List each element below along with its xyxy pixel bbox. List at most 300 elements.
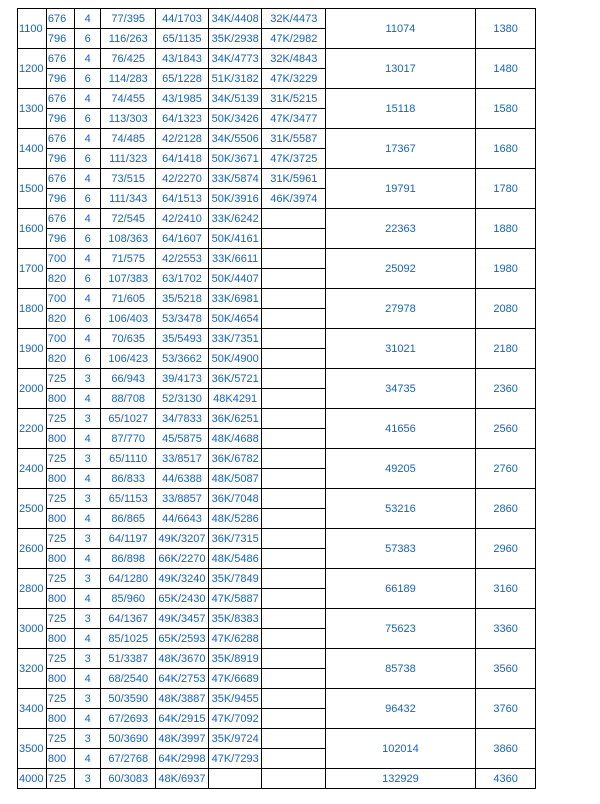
spec-a-cell: 65/1153	[101, 489, 156, 509]
spec-d-cell: 31K/5587	[262, 129, 326, 149]
spec-b-cell: 42/2270	[156, 169, 209, 189]
power-cell: 2860	[475, 489, 536, 529]
pole-count-cell: 3	[75, 569, 101, 589]
spec-b-cell: 48K/3997	[156, 729, 209, 749]
size-cell: 2500	[18, 489, 47, 529]
spec-b-cell: 44/6643	[156, 509, 209, 529]
spec-a-cell: 74/485	[101, 129, 156, 149]
motor-poles-cell: 676	[46, 129, 74, 149]
spec-b-cell: 64/1513	[156, 189, 209, 209]
spec-c-cell: 34K/4408	[208, 9, 262, 29]
spec-a-cell: 64/1280	[101, 569, 156, 589]
spec-a-cell: 60/3083	[101, 769, 156, 789]
spec-a-cell: 116/263	[101, 29, 156, 49]
table-row	[18, 769, 600, 789]
spec-b-cell: 64/1607	[156, 229, 209, 249]
spec-c-cell: 47K/7293	[208, 749, 262, 769]
table-row	[18, 729, 600, 749]
spec-c-cell: 35K/9455	[208, 689, 262, 709]
spec-b-cell: 33/8517	[156, 449, 209, 469]
power-cell: 1880	[475, 209, 536, 249]
spec-d-cell	[262, 669, 326, 689]
spec-d-cell: 47K/2982	[262, 29, 326, 49]
spec-b-cell: 65/1135	[156, 29, 209, 49]
motor-poles-cell: 725	[46, 369, 74, 389]
size-cell: 3500	[18, 729, 47, 769]
table-row	[18, 689, 600, 709]
power-cell: 1580	[475, 89, 536, 129]
spec-b-cell: 66K/2270	[156, 549, 209, 569]
motor-poles-cell: 676	[46, 9, 74, 29]
size-cell: 3000	[18, 609, 47, 649]
spec-c-cell: 35K/8919	[208, 649, 262, 669]
spec-d-cell	[262, 489, 326, 509]
spec-d-cell	[262, 349, 326, 369]
spec-c-cell: 48K/4688	[208, 429, 262, 449]
spec-d-cell: 32K/4473	[262, 9, 326, 29]
size-cell: 2000	[18, 369, 47, 409]
spec-d-cell	[262, 369, 326, 389]
spec-d-cell	[262, 449, 326, 469]
power-cell: 3860	[475, 729, 536, 769]
motor-poles-cell: 800	[46, 749, 74, 769]
pole-count-cell: 3	[75, 489, 101, 509]
table-row	[18, 609, 600, 629]
spec-d-cell	[262, 749, 326, 769]
weight-cell: 75623	[326, 609, 476, 649]
spec-a-cell: 50/3690	[101, 729, 156, 749]
motor-poles-cell: 725	[46, 409, 74, 429]
spec-c-cell: 36K/6251	[208, 409, 262, 429]
spec-d-cell	[262, 529, 326, 549]
motor-poles-cell: 725	[46, 569, 74, 589]
spec-a-cell: 70/635	[101, 329, 156, 349]
spec-a-cell: 86/833	[101, 469, 156, 489]
power-cell: 1980	[475, 249, 536, 289]
spec-d-cell	[262, 469, 326, 489]
spec-a-cell: 67/2768	[101, 749, 156, 769]
spec-a-cell: 64/1367	[101, 609, 156, 629]
motor-poles-cell: 800	[46, 429, 74, 449]
size-cell: 1100	[18, 9, 47, 49]
spec-b-cell: 49K/3457	[156, 609, 209, 629]
spec-d-cell	[262, 629, 326, 649]
spec-c-cell: 35K/2938	[208, 29, 262, 49]
motor-poles-cell: 676	[46, 209, 74, 229]
spec-a-cell: 111/343	[101, 189, 156, 209]
power-cell: 1480	[475, 49, 536, 89]
spec-b-cell: 35/5218	[156, 289, 209, 309]
spec-c-cell: 47K/6288	[208, 629, 262, 649]
spec-c-cell: 50K/3671	[208, 149, 262, 169]
motor-poles-cell: 820	[46, 269, 74, 289]
table-row	[18, 569, 600, 589]
spec-c-cell: 36K/5721	[208, 369, 262, 389]
spec-a-cell: 67/2693	[101, 709, 156, 729]
spec-d-cell	[262, 709, 326, 729]
motor-poles-cell: 725	[46, 729, 74, 749]
table-row	[18, 209, 600, 229]
spec-c-cell: 48K4291	[208, 389, 262, 409]
spec-d-cell	[262, 409, 326, 429]
spec-b-cell: 48K/3887	[156, 689, 209, 709]
motor-poles-cell: 700	[46, 329, 74, 349]
motor-poles-cell: 800	[46, 629, 74, 649]
motor-poles-cell: 800	[46, 509, 74, 529]
spec-a-cell: 111/323	[101, 149, 156, 169]
size-cell: 1500	[18, 169, 47, 209]
spec-c-cell	[208, 769, 262, 789]
spec-d-cell	[262, 289, 326, 309]
pole-count-cell: 4	[75, 329, 101, 349]
spec-b-cell: 43/1985	[156, 89, 209, 109]
motor-poles-cell: 725	[46, 609, 74, 629]
spec-a-cell: 71/605	[101, 289, 156, 309]
spec-a-cell: 108/363	[101, 229, 156, 249]
table-row	[18, 369, 600, 389]
spec-b-cell: 64/1323	[156, 109, 209, 129]
table-row	[18, 249, 600, 269]
spec-c-cell: 50K/3916	[208, 189, 262, 209]
pole-count-cell: 3	[75, 609, 101, 629]
spec-d-cell	[262, 549, 326, 569]
spec-b-cell: 64K/2753	[156, 669, 209, 689]
spec-c-cell: 33K/6981	[208, 289, 262, 309]
table-row	[18, 9, 600, 29]
pole-count-cell: 4	[75, 49, 101, 69]
spec-table	[17, 8, 600, 789]
spec-c-cell: 50K/4161	[208, 229, 262, 249]
spec-d-cell	[262, 209, 326, 229]
spec-c-cell: 48K/5286	[208, 509, 262, 529]
power-cell: 3760	[475, 689, 536, 729]
pole-count-cell: 4	[75, 389, 101, 409]
spec-a-cell: 68/2540	[101, 669, 156, 689]
pole-count-cell: 3	[75, 529, 101, 549]
weight-cell: 41656	[326, 409, 476, 449]
pole-count-cell: 6	[75, 349, 101, 369]
motor-poles-cell: 700	[46, 289, 74, 309]
pole-count-cell: 4	[75, 549, 101, 569]
motor-poles-cell: 796	[46, 29, 74, 49]
pole-count-cell: 4	[75, 209, 101, 229]
table-row	[18, 449, 600, 469]
spec-b-cell: 48K/3670	[156, 649, 209, 669]
power-cell: 2560	[475, 409, 536, 449]
pole-count-cell: 4	[75, 89, 101, 109]
pole-count-cell: 4	[75, 749, 101, 769]
spec-c-cell: 34K/5506	[208, 129, 262, 149]
spec-d-cell	[262, 389, 326, 409]
weight-cell: 17367	[326, 129, 476, 169]
motor-poles-cell: 676	[46, 89, 74, 109]
pole-count-cell: 3	[75, 689, 101, 709]
spec-c-cell: 50K/3426	[208, 109, 262, 129]
size-cell: 4000	[18, 769, 47, 789]
motor-poles-cell: 725	[46, 769, 74, 789]
power-cell: 3360	[475, 609, 536, 649]
pole-count-cell: 6	[75, 189, 101, 209]
motor-poles-cell: 725	[46, 449, 74, 469]
spec-d-cell	[262, 229, 326, 249]
spec-a-cell: 113/303	[101, 109, 156, 129]
motor-poles-cell: 800	[46, 389, 74, 409]
weight-cell: 15118	[326, 89, 476, 129]
motor-poles-cell: 676	[46, 169, 74, 189]
motor-poles-cell: 796	[46, 189, 74, 209]
spec-b-cell: 63/1702	[156, 269, 209, 289]
weight-cell: 53216	[326, 489, 476, 529]
spec-a-cell: 86/898	[101, 549, 156, 569]
table-row	[18, 89, 600, 109]
spec-b-cell: 48K/6937	[156, 769, 209, 789]
spec-c-cell: 33K/5874	[208, 169, 262, 189]
motor-poles-cell: 796	[46, 229, 74, 249]
table-row	[18, 169, 600, 189]
power-cell: 2080	[475, 289, 536, 329]
spec-a-cell: 106/403	[101, 309, 156, 329]
spec-b-cell: 43/1843	[156, 49, 209, 69]
motor-poles-cell: 725	[46, 689, 74, 709]
spec-b-cell: 65K/2593	[156, 629, 209, 649]
power-cell: 1780	[475, 169, 536, 209]
motor-poles-cell: 796	[46, 149, 74, 169]
weight-cell: 22363	[326, 209, 476, 249]
table-row	[18, 489, 600, 509]
size-cell: 2600	[18, 529, 47, 569]
spec-a-cell: 65/1110	[101, 449, 156, 469]
spec-b-cell: 64K/2915	[156, 709, 209, 729]
spec-a-cell: 85/1025	[101, 629, 156, 649]
spec-a-cell: 64/1197	[101, 529, 156, 549]
pole-count-cell: 3	[75, 409, 101, 429]
spec-a-cell: 72/545	[101, 209, 156, 229]
size-cell: 3200	[18, 649, 47, 689]
spec-b-cell: 53/3662	[156, 349, 209, 369]
pole-count-cell: 6	[75, 29, 101, 49]
spec-b-cell: 33/8857	[156, 489, 209, 509]
spec-b-cell: 42/2128	[156, 129, 209, 149]
pole-count-cell: 4	[75, 709, 101, 729]
spec-a-cell: 88/708	[101, 389, 156, 409]
spec-d-cell: 47K/3477	[262, 109, 326, 129]
pole-count-cell: 3	[75, 369, 101, 389]
pole-count-cell: 4	[75, 589, 101, 609]
weight-cell: 27978	[326, 289, 476, 329]
spec-d-cell: 31K/5215	[262, 89, 326, 109]
motor-poles-cell: 796	[46, 69, 74, 89]
spec-b-cell: 64/1418	[156, 149, 209, 169]
spec-d-cell	[262, 309, 326, 329]
spec-d-cell	[262, 589, 326, 609]
spec-c-cell: 34K/4773	[208, 49, 262, 69]
spec-c-cell: 35K/7849	[208, 569, 262, 589]
power-cell: 2960	[475, 529, 536, 569]
spec-d-cell	[262, 269, 326, 289]
spec-b-cell: 52/3130	[156, 389, 209, 409]
spec-c-cell: 48K/5087	[208, 469, 262, 489]
pole-count-cell: 4	[75, 669, 101, 689]
spec-a-cell: 87/770	[101, 429, 156, 449]
spec-b-cell: 49K/3240	[156, 569, 209, 589]
size-cell: 2200	[18, 409, 47, 449]
spec-d-cell	[262, 569, 326, 589]
table-body	[18, 9, 600, 789]
spec-a-cell: 86/865	[101, 509, 156, 529]
spec-d-cell: 47K/3725	[262, 149, 326, 169]
spec-d-cell	[262, 729, 326, 749]
spec-d-cell	[262, 649, 326, 669]
spec-c-cell: 51K/3182	[208, 69, 262, 89]
spec-a-cell: 77/395	[101, 9, 156, 29]
spec-a-cell: 74/455	[101, 89, 156, 109]
power-cell: 3160	[475, 569, 536, 609]
motor-poles-cell: 700	[46, 249, 74, 269]
spec-d-cell: 31K/5961	[262, 169, 326, 189]
spec-c-cell: 36K/7048	[208, 489, 262, 509]
weight-cell: 25092	[326, 249, 476, 289]
pole-count-cell: 4	[75, 9, 101, 29]
power-cell: 2360	[475, 369, 536, 409]
motor-poles-cell: 800	[46, 549, 74, 569]
pole-count-cell: 4	[75, 249, 101, 269]
pole-count-cell: 4	[75, 429, 101, 449]
pole-count-cell: 6	[75, 69, 101, 89]
spec-c-cell: 50K/4654	[208, 309, 262, 329]
spec-c-cell: 47K/6689	[208, 669, 262, 689]
table-row	[18, 49, 600, 69]
motor-poles-cell: 800	[46, 589, 74, 609]
pole-count-cell: 3	[75, 769, 101, 789]
spec-c-cell: 35K/8383	[208, 609, 262, 629]
spec-c-cell: 47K/7092	[208, 709, 262, 729]
spec-d-cell: 47K/3229	[262, 69, 326, 89]
spec-d-cell	[262, 329, 326, 349]
motor-poles-cell: 725	[46, 529, 74, 549]
spec-d-cell	[262, 769, 326, 789]
spec-a-cell: 76/425	[101, 49, 156, 69]
table-row	[18, 329, 600, 349]
weight-cell: 66189	[326, 569, 476, 609]
power-cell: 2760	[475, 449, 536, 489]
weight-cell: 132929	[326, 769, 476, 789]
spec-a-cell: 106/423	[101, 349, 156, 369]
spec-a-cell: 114/283	[101, 69, 156, 89]
size-cell: 2800	[18, 569, 47, 609]
pole-count-cell: 4	[75, 469, 101, 489]
spec-d-cell	[262, 609, 326, 629]
table-row	[18, 409, 600, 429]
pole-count-cell: 3	[75, 449, 101, 469]
weight-cell: 11074	[326, 9, 476, 49]
spec-b-cell: 45/5875	[156, 429, 209, 449]
motor-poles-cell: 796	[46, 109, 74, 129]
spec-b-cell: 42/2553	[156, 249, 209, 269]
spec-a-cell: 71/575	[101, 249, 156, 269]
spec-b-cell: 53/3478	[156, 309, 209, 329]
spec-b-cell: 42/2410	[156, 209, 209, 229]
pole-count-cell: 6	[75, 229, 101, 249]
motor-poles-cell: 725	[46, 649, 74, 669]
spec-b-cell: 65K/2430	[156, 589, 209, 609]
weight-cell: 85738	[326, 649, 476, 689]
spec-d-cell	[262, 429, 326, 449]
motor-poles-cell: 800	[46, 469, 74, 489]
table-row	[18, 649, 600, 669]
spec-a-cell: 65/1027	[101, 409, 156, 429]
pole-count-cell: 4	[75, 509, 101, 529]
spec-b-cell: 65/1228	[156, 69, 209, 89]
weight-cell: 19791	[326, 169, 476, 209]
spec-a-cell: 85/960	[101, 589, 156, 609]
spec-b-cell: 64K/2998	[156, 749, 209, 769]
motor-poles-cell: 725	[46, 489, 74, 509]
power-cell: 3560	[475, 649, 536, 689]
pole-count-cell: 3	[75, 729, 101, 749]
weight-cell: 102014	[326, 729, 476, 769]
spec-b-cell: 44/1703	[156, 9, 209, 29]
spec-a-cell: 107/383	[101, 269, 156, 289]
pole-count-cell: 4	[75, 629, 101, 649]
weight-cell: 31021	[326, 329, 476, 369]
size-cell: 1400	[18, 129, 47, 169]
table-row	[18, 289, 600, 309]
spec-b-cell: 39/4173	[156, 369, 209, 389]
spec-a-cell: 73/515	[101, 169, 156, 189]
spec-b-cell: 34/7833	[156, 409, 209, 429]
spec-c-cell: 33K/7351	[208, 329, 262, 349]
power-cell: 1380	[475, 9, 536, 49]
power-cell: 1680	[475, 129, 536, 169]
weight-cell: 96432	[326, 689, 476, 729]
table-row	[18, 129, 600, 149]
table-row	[18, 529, 600, 549]
spec-c-cell: 47K/5887	[208, 589, 262, 609]
spec-c-cell: 36K/6782	[208, 449, 262, 469]
motor-poles-cell: 800	[46, 669, 74, 689]
pole-count-cell: 6	[75, 149, 101, 169]
spec-c-cell: 36K/7315	[208, 529, 262, 549]
spec-d-cell	[262, 689, 326, 709]
size-cell: 1200	[18, 49, 47, 89]
weight-cell: 49205	[326, 449, 476, 489]
spec-d-cell	[262, 249, 326, 269]
motor-poles-cell: 820	[46, 309, 74, 329]
size-cell: 3400	[18, 689, 47, 729]
size-cell: 1800	[18, 289, 47, 329]
spec-a-cell: 66/943	[101, 369, 156, 389]
spec-b-cell: 44/6388	[156, 469, 209, 489]
spec-d-cell: 46K/3974	[262, 189, 326, 209]
size-cell: 1300	[18, 89, 47, 129]
spec-a-cell: 50/3590	[101, 689, 156, 709]
spec-c-cell: 50K/4900	[208, 349, 262, 369]
motor-poles-cell: 800	[46, 709, 74, 729]
spec-c-cell: 35K/9724	[208, 729, 262, 749]
spec-c-cell: 50K/4407	[208, 269, 262, 289]
spec-c-cell: 48K/5486	[208, 549, 262, 569]
power-cell: 2180	[475, 329, 536, 369]
spec-d-cell	[262, 509, 326, 529]
spec-b-cell: 49K/3207	[156, 529, 209, 549]
pole-count-cell: 6	[75, 309, 101, 329]
spec-c-cell: 33K/6611	[208, 249, 262, 269]
pole-count-cell: 4	[75, 289, 101, 309]
weight-cell: 57383	[326, 529, 476, 569]
power-cell: 4360	[475, 769, 536, 789]
spec-d-cell: 32K/4843	[262, 49, 326, 69]
size-cell: 1700	[18, 249, 47, 289]
